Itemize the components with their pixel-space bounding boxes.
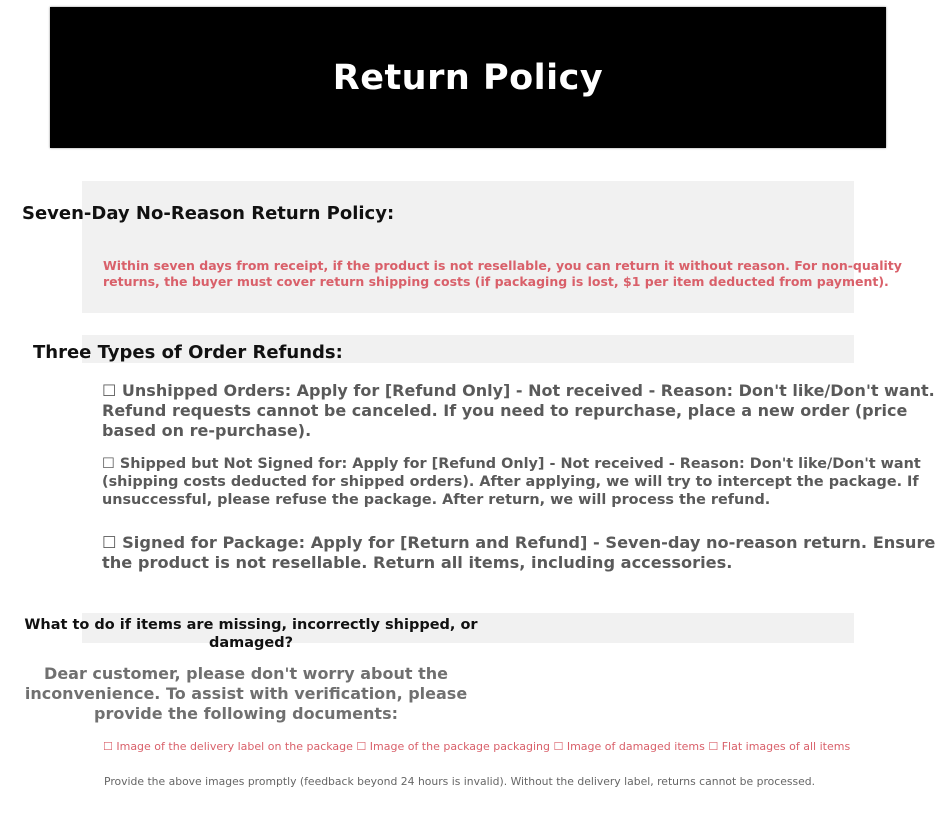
- required-images-list: ☐ Image of the delivery label on the package ☐ Image of the package packaging ☐ Image of damaged items ☐ Flat images of all items: [103, 740, 851, 753]
- footer-note: Provide the above images promptly (feedback beyond 24 hours is invalid). Without the delivery label, returns cannot be processed.: [104, 775, 816, 788]
- seven-day-panel: [82, 181, 854, 313]
- refund-item-unshipped: ☐ Unshipped Orders: Apply for [Refund Only] - Not received - Reason: Don't like/Don't want. Refund requests cannot be canceled. If you need to repurchase, place a new order (price based on re-purchase).: [102, 381, 935, 440]
- refund-item-shipped-not-signed: ☐ Shipped but Not Signed for: Apply for [Refund Only] - Not received - Reason: Don't like/Don't want (shipping costs deducted for shipped orders). After applying, we will try to intercept the package. If unsuccessful, please refuse the package. After return, we will process the refund.: [102, 456, 921, 508]
- page-title: Return Policy: [332, 57, 604, 98]
- refund-types-heading: Three Types of Order Refunds:: [33, 342, 343, 363]
- header-banner: [50, 7, 886, 148]
- refund-item-signed: ☐ Signed for Package: Apply for [Return and Refund] - Seven-day no-reason return. Ensure the product is not resellable. Return all items, including accessories.: [102, 533, 936, 572]
- seven-day-body: Within seven days from receipt, if the product is not resellable, you can return it without reason. For non-quality returns, the buyer must cover return shipping costs (if packaging is lost, $1 per item deducted from payment).: [103, 258, 902, 289]
- seven-day-heading: Seven-Day No-Reason Return Policy:: [22, 203, 395, 224]
- missing-items-heading: What to do if items are missing, incorrectly shipped, or damaged?: [24, 617, 478, 651]
- missing-items-intro: Dear customer, please don't worry about the inconvenience. To assist with verification, please provide the following documents:: [24, 664, 468, 723]
